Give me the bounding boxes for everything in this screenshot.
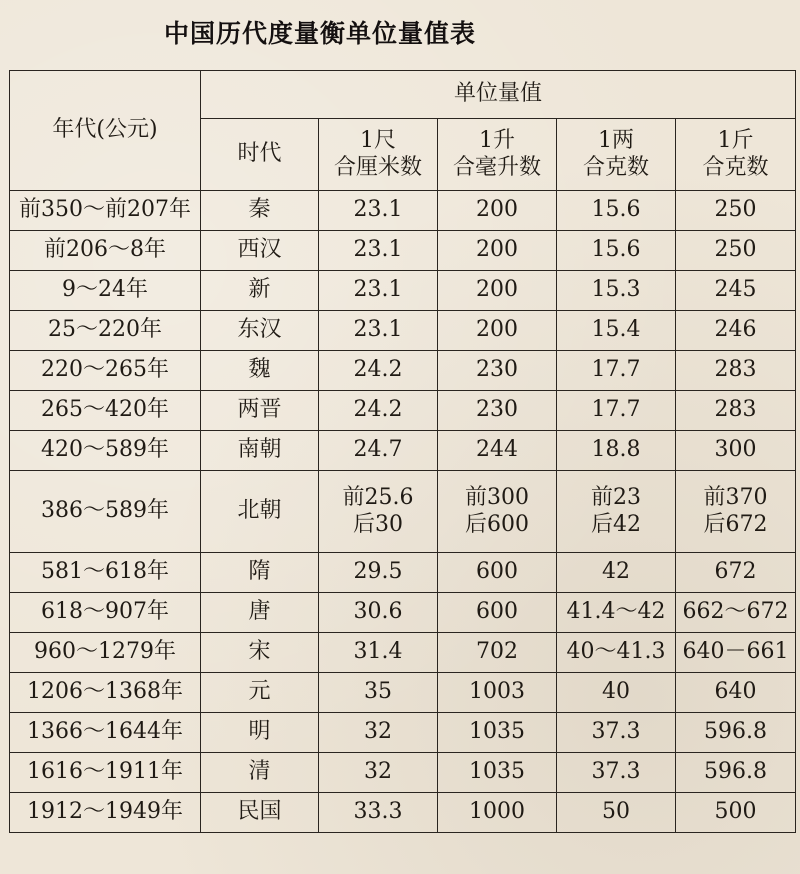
cell-year: 1912～1949年 bbox=[10, 793, 201, 833]
cell-sheng: 244 bbox=[438, 431, 557, 471]
cell-year: 220～265年 bbox=[10, 351, 201, 391]
table-row bbox=[10, 673, 796, 713]
cell-year: 9～24年 bbox=[10, 271, 201, 311]
cell-liang: 15.6 bbox=[557, 191, 676, 231]
cell-era: 南朝 bbox=[201, 431, 319, 471]
cell-chi: 24.2 bbox=[319, 391, 438, 431]
cell-sheng: 230 bbox=[438, 351, 557, 391]
table-row bbox=[10, 633, 796, 673]
cell-year: 前350～前207年 bbox=[10, 191, 201, 231]
cell-chi: 23.1 bbox=[319, 271, 438, 311]
cell-sheng: 702 bbox=[438, 633, 557, 673]
cell-liang: 40～41.3 bbox=[557, 633, 676, 673]
cell-sheng: 1035 bbox=[438, 753, 557, 793]
cell-liang: 17.7 bbox=[557, 351, 676, 391]
cell-chi: 35 bbox=[319, 673, 438, 713]
cell-liang: 37.3 bbox=[557, 753, 676, 793]
header-era: 时代 bbox=[201, 119, 319, 191]
cell-era: 民国 bbox=[201, 793, 319, 833]
cell-chi: 24.2 bbox=[319, 351, 438, 391]
cell-year: 1206～1368年 bbox=[10, 673, 201, 713]
cell-year: 960～1279年 bbox=[10, 633, 201, 673]
cell-era: 清 bbox=[201, 753, 319, 793]
cell-era: 西汉 bbox=[201, 231, 319, 271]
cell-sheng: 600 bbox=[438, 553, 557, 593]
cell-sheng: 1000 bbox=[438, 793, 557, 833]
cell-jin: 596.8 bbox=[676, 713, 796, 753]
cell-chi: 30.6 bbox=[319, 593, 438, 633]
cell-chi: 23.1 bbox=[319, 191, 438, 231]
table-row bbox=[10, 311, 796, 351]
header-unit-values: 单位量值 bbox=[201, 71, 796, 119]
cell-sheng: 1035 bbox=[438, 713, 557, 753]
page-title: 中国历代度量衡单位量值表 bbox=[163, 19, 476, 48]
cell-year: 386～589年 bbox=[10, 471, 201, 553]
cell-liang: 42 bbox=[557, 553, 676, 593]
cell-jin: 640 bbox=[676, 673, 796, 713]
table-row bbox=[10, 231, 796, 271]
cell-chi: 23.1 bbox=[319, 311, 438, 351]
cell-jin: 283 bbox=[676, 351, 796, 391]
cell-jin: 283 bbox=[676, 391, 796, 431]
table-row bbox=[10, 553, 796, 593]
cell-chi: 32 bbox=[319, 713, 438, 753]
table-row bbox=[10, 391, 796, 431]
cell-sheng: 230 bbox=[438, 391, 557, 431]
cell-jin: 640－661 bbox=[676, 633, 796, 673]
table-row bbox=[10, 793, 796, 833]
cell-chi: 32 bbox=[319, 753, 438, 793]
header-year: 年代(公元) bbox=[10, 71, 201, 191]
cell-jin: 245 bbox=[676, 271, 796, 311]
table-row bbox=[10, 271, 796, 311]
cell-sheng: 前300 后600 bbox=[438, 471, 557, 553]
cell-sheng: 200 bbox=[438, 231, 557, 271]
cell-liang: 50 bbox=[557, 793, 676, 833]
cell-jin: 596.8 bbox=[676, 753, 796, 793]
cell-year: 1366～1644年 bbox=[10, 713, 201, 753]
cell-liang: 41.4～42 bbox=[557, 593, 676, 633]
cell-sheng: 600 bbox=[438, 593, 557, 633]
cell-jin: 250 bbox=[676, 191, 796, 231]
cell-liang: 40 bbox=[557, 673, 676, 713]
measurement-table bbox=[9, 70, 796, 833]
cell-jin: 246 bbox=[676, 311, 796, 351]
cell-sheng: 200 bbox=[438, 191, 557, 231]
cell-chi: 前25.6 后30 bbox=[319, 471, 438, 553]
cell-liang: 18.8 bbox=[557, 431, 676, 471]
table-row bbox=[10, 713, 796, 753]
cell-year: 265～420年 bbox=[10, 391, 201, 431]
cell-chi: 33.3 bbox=[319, 793, 438, 833]
cell-sheng: 1003 bbox=[438, 673, 557, 713]
cell-era: 秦 bbox=[201, 191, 319, 231]
cell-jin: 672 bbox=[676, 553, 796, 593]
cell-chi: 23.1 bbox=[319, 231, 438, 271]
cell-sheng: 200 bbox=[438, 271, 557, 311]
cell-liang: 前23 后42 bbox=[557, 471, 676, 553]
table-row bbox=[10, 593, 796, 633]
cell-era: 新 bbox=[201, 271, 319, 311]
cell-chi: 31.4 bbox=[319, 633, 438, 673]
header-jin: 1斤 合克数 bbox=[676, 119, 796, 191]
header-sheng: 1升 合毫升数 bbox=[438, 119, 557, 191]
cell-year: 25～220年 bbox=[10, 311, 201, 351]
cell-liang: 37.3 bbox=[557, 713, 676, 753]
cell-liang: 17.7 bbox=[557, 391, 676, 431]
cell-era: 魏 bbox=[201, 351, 319, 391]
cell-era: 元 bbox=[201, 673, 319, 713]
cell-year: 420～589年 bbox=[10, 431, 201, 471]
cell-liang: 15.4 bbox=[557, 311, 676, 351]
header-liang: 1两 合克数 bbox=[557, 119, 676, 191]
cell-era: 北朝 bbox=[201, 471, 319, 553]
table-row bbox=[10, 753, 796, 793]
cell-jin: 662～672 bbox=[676, 593, 796, 633]
cell-liang: 15.6 bbox=[557, 231, 676, 271]
cell-era: 两晋 bbox=[201, 391, 319, 431]
cell-year: 581～618年 bbox=[10, 553, 201, 593]
cell-liang: 15.3 bbox=[557, 271, 676, 311]
cell-era: 东汉 bbox=[201, 311, 319, 351]
cell-era: 明 bbox=[201, 713, 319, 753]
cell-year: 1616～1911年 bbox=[10, 753, 201, 793]
table-row bbox=[10, 431, 796, 471]
cell-era: 隋 bbox=[201, 553, 319, 593]
cell-year: 618～907年 bbox=[10, 593, 201, 633]
header-chi: 1尺 合厘米数 bbox=[319, 119, 438, 191]
table-row bbox=[10, 191, 796, 231]
cell-era: 宋 bbox=[201, 633, 319, 673]
cell-jin: 前370 后672 bbox=[676, 471, 796, 553]
table-row bbox=[10, 471, 796, 553]
cell-chi: 24.7 bbox=[319, 431, 438, 471]
cell-chi: 29.5 bbox=[319, 553, 438, 593]
cell-sheng: 200 bbox=[438, 311, 557, 351]
cell-jin: 500 bbox=[676, 793, 796, 833]
cell-era: 唐 bbox=[201, 593, 319, 633]
table-row bbox=[10, 351, 796, 391]
cell-jin: 250 bbox=[676, 231, 796, 271]
cell-jin: 300 bbox=[676, 431, 796, 471]
cell-year: 前206～8年 bbox=[10, 231, 201, 271]
measurement-table-wrapper bbox=[9, 70, 796, 833]
